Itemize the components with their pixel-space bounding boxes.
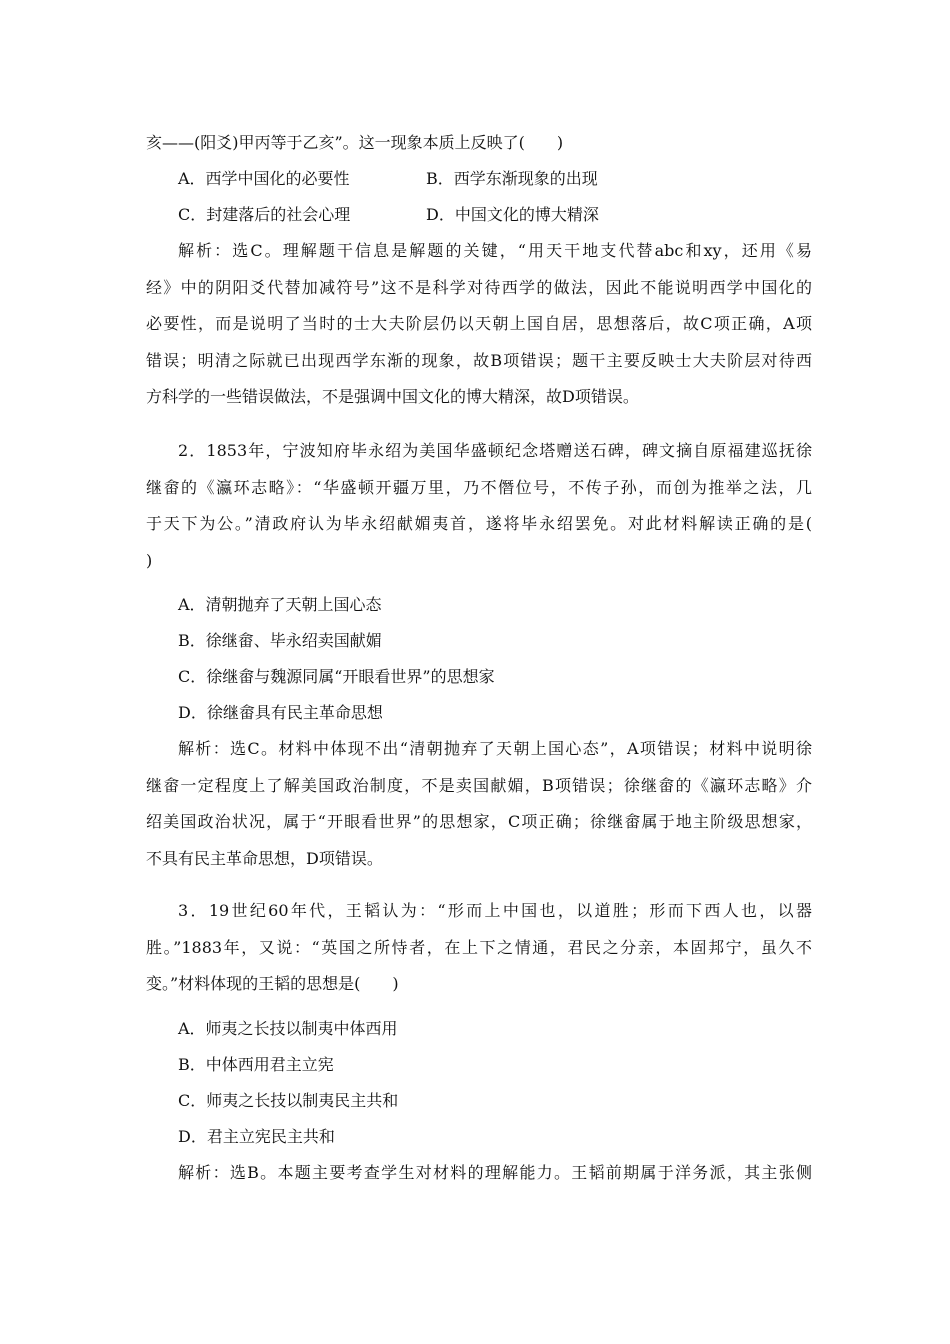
q2-option-c: C．徐继畲与魏源同属“开眼看世界”的思想家	[178, 667, 495, 686]
q2-option-d: D．徐继畲具有民主革命思想	[178, 703, 383, 722]
q1-analysis-line: 错误；明清之际就已出现西学东渐的现象，故B项错误；题干主要反映士大夫阶层对待西	[146, 350, 812, 370]
q1-option-b: B．西学东渐现象的出现	[426, 169, 598, 188]
q2-stem-line: 2．1853年，宁波知府毕永绍为美国华盛顿纪念塔赠送石碑，碑文摘自原福建巡抚徐	[178, 441, 812, 460]
q2-stem-line: )	[146, 550, 153, 570]
q1-analysis	[146, 233, 812, 416]
q1-analysis-line: 经》中的阴阳爻代替加减符号”这不是科学对待西学的做法，因此不能说明西学中国化的	[146, 277, 812, 297]
q1-analysis-line: 解析：选C。理解题干信息是解题的关键，“用天干地支代替abc和xy，还用《易	[178, 241, 812, 260]
q2-option-a: A．清朝抛弃了天朝上国心态	[178, 595, 382, 614]
q3-option-b: B．中体西用君主立宪	[178, 1055, 334, 1074]
q2-stem	[146, 433, 812, 579]
q2-analysis-line: 不具有民主革命思想，D项错误。	[146, 848, 383, 868]
q1-option-c: C．封建落后的社会心理	[178, 205, 351, 224]
q3-stem-line: 3．19世纪60年代，王韬认为：“形而上中国也，以道胜；形而下西人也，以器	[178, 901, 812, 920]
q1-option-d: D．中国文化的博大精深	[426, 205, 599, 224]
q3-stem-line: 变。”材料体现的王韬的思想是( )	[146, 974, 399, 993]
q3-analysis-line: 解析：选B。本题主要考查学生对材料的理解能力。王韬前期属于洋务派，其主张侧	[178, 1163, 812, 1182]
q1-option-a: A．西学中国化的必要性	[178, 169, 350, 188]
q1-analysis-line: 必要性，而是说明了当时的士大夫阶层仍以天朝上国自居，思想落后，故C项正确，A项	[146, 314, 812, 333]
q3-option-d: D．君主立宪民主共和	[178, 1127, 335, 1146]
q1-analysis-line: 方科学的一些错误做法，不是强调中国文化的博大精深，故D项错误。	[146, 387, 639, 406]
q2-analysis-line: 继畲一定程度上了解美国政治制度，不是卖国献媚，B项错误；徐继畲的《瀛环志略》介	[146, 775, 812, 795]
q3-stem-line: 胜。”1883年，又说：“英国之所恃者，在上下之情通，君民之分亲，本固邦宁，虽久不	[146, 937, 812, 957]
q3-option-a: A．师夷之长技以制夷中体西用	[178, 1019, 398, 1038]
q2-analysis-line: 解析：选C。材料中体现不出“清朝抛弃了天朝上国心态”，A项错误；材料中说明徐	[178, 739, 812, 758]
q1-stem	[146, 125, 812, 162]
q2-analysis	[146, 731, 812, 877]
q2-stem-line: 继畲的《瀛环志略》：“华盛顿开疆万里，乃不僭位号，不传子孙，而创为推举之法，几	[146, 477, 812, 497]
q2-option-b: B．徐继畲、毕永绍卖国献媚	[178, 631, 382, 650]
q2-analysis-line: 绍美国政治状况，属于“开眼看世界”的思想家，C项正确；徐继畲属于地主阶级思想家，	[146, 812, 812, 831]
q2-stem-line: 于天下为公。”清政府认为毕永绍献媚夷首，遂将毕永绍罢免。对此材料解读正确的是(	[146, 514, 812, 533]
q3-analysis	[146, 1155, 812, 1192]
q3-option-c: C．师夷之长技以制夷民主共和	[178, 1091, 399, 1110]
q3-stem	[146, 893, 812, 1003]
q1-stem-line: 亥——(阳爻)甲丙等于乙亥”。这一现象本质上反映了( )	[146, 133, 564, 152]
